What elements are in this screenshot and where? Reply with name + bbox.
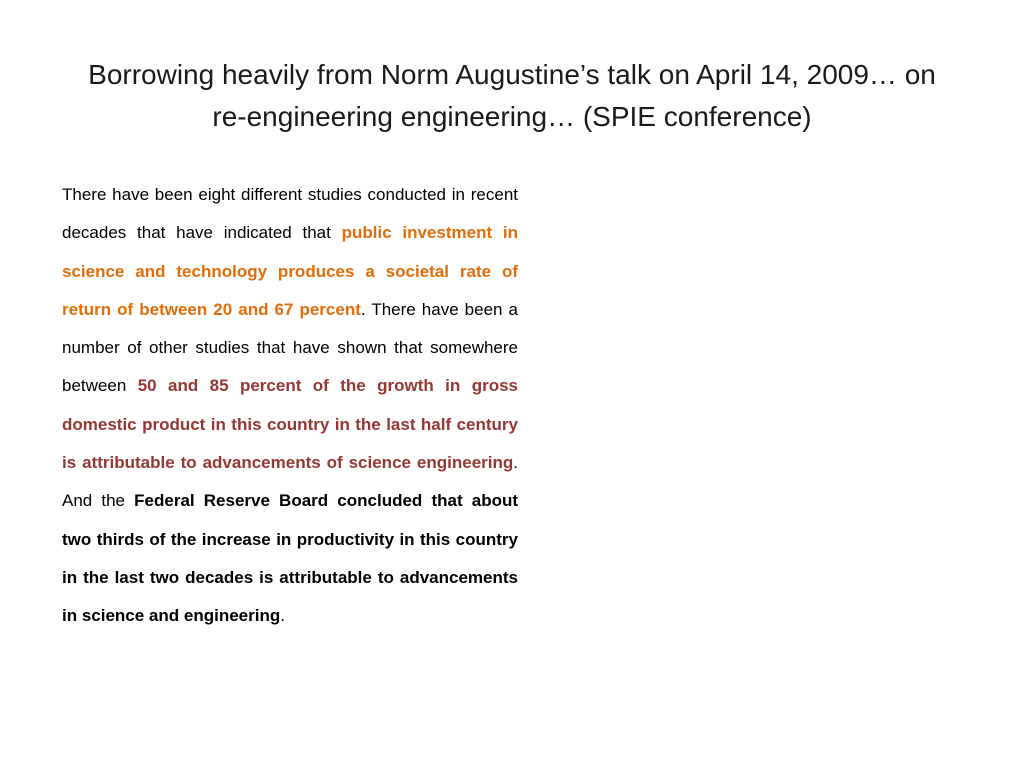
- highlight-federal-reserve: Federal Reserve Board concluded that about two thirds of the increase in productivity in this country in the last two decades is attributable to advancements in science and engineering: [62, 491, 519, 626]
- slide-title: Borrowing heavily from Norm Augustine’s talk on April 14, 2009… on re-engineering engineering… (SPIE conference): [88, 59, 936, 132]
- paragraph-text-3: . And the: [62, 453, 518, 511]
- paragraph-text-2: . There have been a number of other studies that have shown that somewhere between: [62, 299, 518, 396]
- highlight-gdp-growth: 50 and 85 percent of the growth in gross domestic product in this country in the last half century is attributable to advancements of science engineering: [62, 376, 518, 473]
- paragraph-text-1: There have been eight different studies conducted in recent decades that have indicated that: [62, 185, 518, 243]
- highlight-rate-of-return: public investment in science and technology produces a societal rate of return of between 20 and 67 percent: [62, 223, 519, 319]
- body-paragraph: [62, 176, 518, 636]
- paragraph-text-4: .: [280, 606, 285, 626]
